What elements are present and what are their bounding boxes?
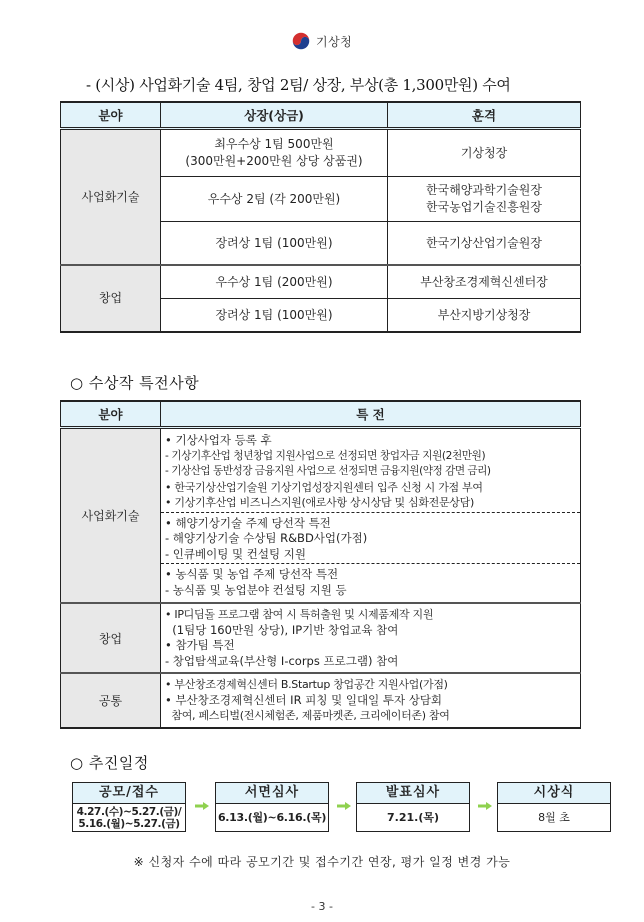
schedule-stage-award-ceremony <box>497 782 611 832</box>
schedule-section-title: ○ 추진일정 <box>70 754 149 772</box>
stage-date: 8월 초 <box>538 811 570 824</box>
benefit-line: • 농식품 및 농업 주제 당선작 특전 <box>165 567 339 581</box>
benefit-line: • 기상사업자 등록 후 <box>165 433 272 447</box>
benefit-line: • 부산창조경제혁신센터 IR 피칭 및 일대일 투자 상담회 <box>165 692 443 707</box>
authority-cell: 기상청장 <box>388 129 581 177</box>
table-row <box>61 428 581 604</box>
header-logo <box>290 30 352 52</box>
schedule-stage-application <box>72 782 186 832</box>
stage-date-line: 4.27.(수)~5.27.(금)/ <box>76 806 182 818</box>
benefit-line: - 창업탐색교육(부산형 I-corps 프로그램) 참여 <box>165 653 399 668</box>
benefit-line: - 기상산업 동반성장 금융지원 사업으로 선정되면 금융지원(약정 감면 금리) <box>165 465 491 477</box>
prize-cell: 우수상 1팀 (200만원) <box>161 265 388 299</box>
taegeuk-logo-icon <box>290 30 312 52</box>
award-summary-line: - (시상) 사업화기술 4팀, 창업 2팀/ 상장, 부상(총 1,300만원) 수여 <box>86 76 511 94</box>
header-prize: 상장(상금) <box>161 102 388 129</box>
category-cell: 창업 <box>61 265 161 332</box>
benefit-cell <box>161 673 581 728</box>
benefits-section-title: ○ 수상작 특전사항 <box>70 374 200 392</box>
stage-title: 공모/접수 <box>73 783 185 804</box>
authority-cell <box>388 177 581 222</box>
benefit-line: • 부산창조경제혁신센터 B.Startup 창업공간 지원사업(가점) <box>165 678 448 691</box>
prize-cell: 장려상 1팀 (100만원) <box>161 299 388 333</box>
page-number: - 3 - <box>311 900 333 913</box>
schedule-note: ※ 신청자 수에 따라 공모기간 및 접수기간 연장, 평가 일정 변경 가능 <box>133 855 511 869</box>
benefit-line: • 한국기상산업기술원 기상기업성장지원센터 입주 신청 시 가점 부여 <box>165 480 483 494</box>
arrow-right-icon <box>337 802 351 810</box>
benefit-line: - 인큐베이팅 및 컨설팅 지원 <box>165 546 306 561</box>
header-benefit: 특 전 <box>161 401 581 428</box>
benefit-line: - 기상기후산업 청년창업 지원사업으로 선정되면 창업자금 지원(2천만원) <box>165 449 486 462</box>
benefit-line: • 기상기후산업 비즈니스지원(애로사항 상시상담 및 심화전문상담) <box>165 496 474 509</box>
table-row <box>61 603 581 673</box>
authority-line: 한국해양과학기술원장 <box>426 183 542 197</box>
benefit-line: 참여, 페스티벌(전시체험존, 제품마켓존, 크리에이터존) 참여 <box>165 709 450 722</box>
prize-cell <box>161 129 388 177</box>
benefit-cell <box>161 603 581 673</box>
category-cell: 사업화기술 <box>61 428 161 604</box>
authority-cell: 한국기상산업기술원장 <box>388 222 581 266</box>
benefit-line: (1팀당 160만원 상당), IP기반 창업교육 참여 <box>165 622 399 637</box>
header-field: 분야 <box>61 401 161 428</box>
table-row <box>61 129 581 177</box>
schedule-flow <box>72 782 592 832</box>
schedule-stage-presentation-review <box>356 782 470 832</box>
stage-title: 서면심사 <box>216 783 328 804</box>
stage-title: 발표심사 <box>357 783 469 804</box>
awards-table <box>60 101 581 333</box>
awards-header-row <box>61 102 581 129</box>
prize-cell: 장려상 1팀 (100만원) <box>161 222 388 266</box>
benefit-cell <box>161 428 581 604</box>
benefit-block <box>161 512 580 564</box>
authority-cell: 부산지방기상청장 <box>388 299 581 333</box>
prize-cell: 우수상 2팀 (각 200만원) <box>161 177 388 222</box>
benefit-line: • 해양기상기술 주제 당선작 특전 <box>165 515 331 530</box>
category-cell: 공통 <box>61 673 161 728</box>
table-row <box>61 673 581 728</box>
authority-line: 한국농업기술진흥원장 <box>426 200 542 214</box>
category-cell: 사업화기술 <box>61 129 161 266</box>
arrow-right-icon <box>195 802 209 810</box>
stage-date <box>73 804 185 832</box>
header-field: 분야 <box>61 102 161 129</box>
stage-date-line: 5.16.(월)~5.27.(금) <box>78 818 180 830</box>
prize-line: 최우수상 1팀 500만원 <box>214 137 334 151</box>
stage-title: 시상식 <box>498 783 610 804</box>
benefit-line: • IP디딤돌 프로그램 참여 시 특허출원 및 시제품제작 지원 <box>165 608 434 621</box>
benefit-block <box>165 432 576 512</box>
header-authority: 훈격 <box>388 102 581 129</box>
authority-cell: 부산창조경제혁신센터장 <box>388 265 581 299</box>
org-name: 기상청 <box>316 34 353 49</box>
table-row <box>61 265 581 299</box>
benefit-line: • 참가팀 특전 <box>165 638 235 652</box>
benefits-header-row <box>61 401 581 428</box>
stage-date: 6.13.(월)~6.16.(목) <box>217 811 327 824</box>
benefit-line: - 해양기상기술 수상팀 R&BD사업(가점) <box>165 531 368 545</box>
benefit-block <box>161 563 580 599</box>
stage-date: 7.21.(목) <box>387 811 439 824</box>
prize-line: (300만원+200만원 상당 상품권) <box>185 154 363 168</box>
arrow-right-icon <box>478 802 492 810</box>
schedule-stage-document-review <box>215 782 329 832</box>
category-cell: 창업 <box>61 603 161 673</box>
benefit-line: - 농식품 및 농업분야 컨설팅 지원 등 <box>165 582 347 597</box>
benefits-table <box>60 400 581 729</box>
